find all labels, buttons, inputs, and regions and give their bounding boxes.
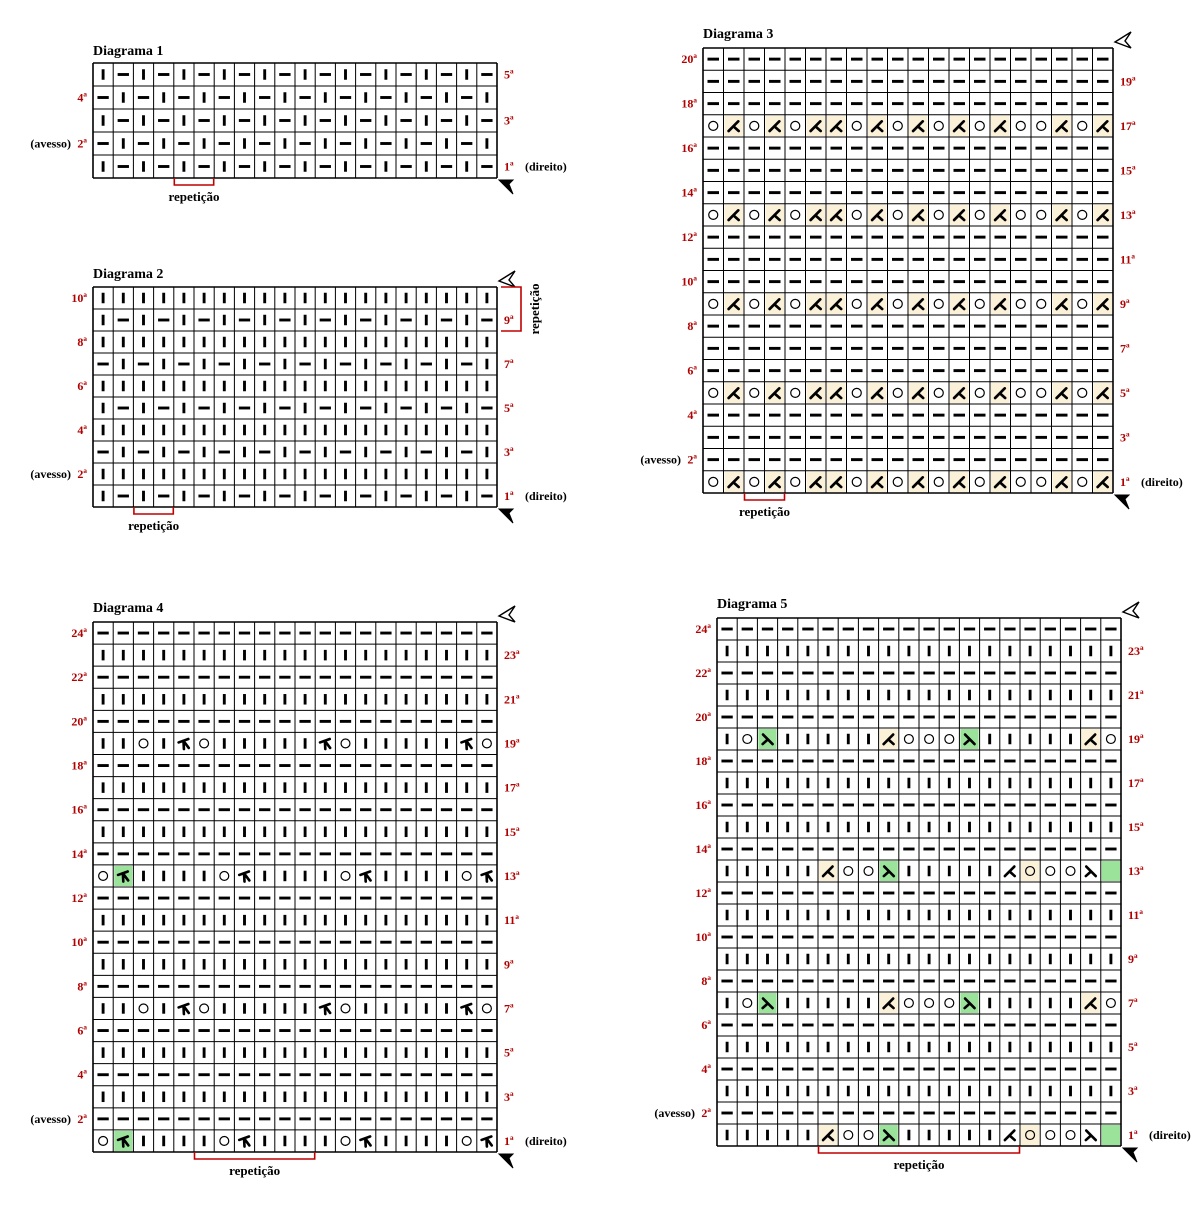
yarn-over-icon: [945, 735, 954, 744]
yarn-over-icon: [743, 735, 752, 744]
yarn-over-icon: [1016, 299, 1025, 308]
row-number-label: 9ª: [1128, 952, 1138, 966]
yarn-over-icon: [220, 872, 229, 881]
diagram-3: [640, 27, 1182, 519]
yarn-over-icon: [462, 1137, 471, 1146]
repeat-bracket: [745, 493, 785, 500]
yarn-over-icon: [852, 388, 861, 397]
row-number-label: 1ª: [504, 1133, 514, 1148]
yarn-over-icon: [864, 1131, 873, 1140]
row-number-label: 18ª: [695, 754, 711, 768]
yarn-over-icon: [200, 739, 209, 748]
yarn-over-icon: [1037, 477, 1046, 486]
yarn-over-icon: [852, 210, 861, 219]
repeat-label: repetição: [893, 1157, 945, 1172]
row-number-label: 18ª: [681, 96, 697, 111]
row-number-label: 16ª: [681, 141, 697, 156]
row-number-label: 15ª: [1120, 163, 1136, 178]
row-number-label: 16ª: [71, 802, 87, 817]
yarn-over-icon: [1037, 210, 1046, 219]
row-number-label: 1ª: [504, 159, 514, 174]
diagram-title: Diagrama 5: [717, 597, 788, 612]
row-number-label: 15ª: [504, 824, 520, 839]
row-number-label: 7ª: [504, 1001, 514, 1016]
yarn-over-icon: [864, 867, 873, 876]
row-number-label: 4ª: [701, 1062, 711, 1076]
yarn-over-icon: [975, 210, 984, 219]
right-side-note: (direito): [525, 159, 567, 174]
yarn-over-icon: [1016, 388, 1025, 397]
row-number-label: 11ª: [504, 913, 519, 928]
yarn-over-icon: [750, 299, 759, 308]
yarn-over-icon: [99, 1137, 108, 1146]
yarn-over-icon: [893, 299, 902, 308]
yarn-over-icon: [1046, 867, 1055, 876]
yarn-over-icon: [1106, 999, 1115, 1008]
start-arrow-icon: [499, 1154, 513, 1168]
row-number-label: 10ª: [681, 274, 697, 289]
right-side-note: (direito): [1141, 474, 1183, 489]
row-number-label: 20ª: [695, 710, 711, 724]
yarn-over-icon: [975, 388, 984, 397]
k2tog-symbol-icon: [1005, 1131, 1015, 1140]
row-number-label: 17ª: [504, 780, 520, 795]
diagram-title: Diagrama 3: [703, 27, 774, 42]
right-side-note: (direito): [525, 489, 567, 503]
end-arrow-icon: [499, 606, 515, 622]
yarn-over-icon: [200, 1004, 209, 1013]
row-number-label: 19ª: [504, 736, 520, 751]
yarn-over-icon: [750, 477, 759, 486]
yarn-over-icon: [1037, 121, 1046, 130]
yarn-over-icon: [482, 1004, 491, 1013]
start-arrow-icon: [499, 180, 513, 194]
diagram-5: [654, 597, 1190, 1172]
end-arrow-icon: [499, 271, 515, 287]
row-number-label: 4ª: [77, 423, 87, 437]
yarn-over-icon: [1066, 1131, 1075, 1140]
row-number-label: 9ª: [1120, 296, 1130, 311]
yarn-over-icon: [341, 1137, 350, 1146]
row-number-label: 14ª: [681, 185, 697, 200]
yarn-over-icon: [341, 872, 350, 881]
row-number-label: 6ª: [77, 1023, 87, 1038]
row-number-label: 17ª: [1120, 118, 1136, 133]
k2tog-symbol-icon: [1005, 867, 1015, 876]
yarn-over-icon: [791, 388, 800, 397]
yarn-over-icon: [925, 735, 934, 744]
yarn-over-icon: [791, 299, 800, 308]
row-number-label: 13ª: [504, 868, 520, 883]
yarn-over-icon: [934, 121, 943, 130]
row-number-label: 8ª: [77, 335, 87, 349]
yarn-over-icon: [1037, 299, 1046, 308]
right-side-note: (direito): [525, 1133, 567, 1148]
repeat-bracket: [134, 507, 173, 514]
row-number-label: 4ª: [77, 90, 87, 105]
row-number-label: 8ª: [77, 979, 87, 994]
yarn-over-icon: [1078, 477, 1087, 486]
highlight-cell: [1021, 861, 1039, 881]
row-number-label: 23ª: [1128, 644, 1144, 658]
row-number-label: 9ª: [504, 957, 514, 972]
row-number-label: 4ª: [77, 1067, 87, 1082]
row-number-label: 1ª: [504, 489, 514, 503]
row-number-label: 21ª: [1128, 688, 1144, 702]
row-number-label: 6ª: [77, 379, 87, 393]
row-number-label: 18ª: [71, 758, 87, 773]
double-decrease-icon: [320, 1004, 330, 1014]
yarn-over-icon: [462, 872, 471, 881]
repeat-label: repetição: [128, 518, 180, 533]
row-number-label: 5ª: [504, 401, 514, 415]
yarn-over-icon: [482, 739, 491, 748]
diagram-title: Diagrama 4: [93, 601, 164, 616]
yarn-over-icon: [750, 210, 759, 219]
yarn-over-icon: [945, 999, 954, 1008]
yarn-over-icon: [1016, 210, 1025, 219]
yarn-over-icon: [893, 477, 902, 486]
row-number-label: 24ª: [71, 626, 87, 641]
yarn-over-icon: [893, 388, 902, 397]
row-number-label: 14ª: [695, 842, 711, 856]
yarn-over-icon: [139, 739, 148, 748]
row-number-label: 22ª: [71, 670, 87, 685]
start-arrow-icon: [1123, 1148, 1137, 1162]
row-number-label: 2ª: [77, 467, 87, 481]
double-decrease-icon: [360, 1137, 370, 1147]
row-number-label: 2ª: [687, 452, 697, 467]
row-number-label: 13ª: [1128, 864, 1144, 878]
row-number-label: 12ª: [681, 230, 697, 245]
start-arrow-icon: [1115, 495, 1129, 509]
row-number-label: 22ª: [695, 666, 711, 680]
row-number-label: 3ª: [1128, 1084, 1138, 1098]
yarn-over-icon: [934, 477, 943, 486]
double-decrease-icon: [461, 739, 471, 749]
diagram-4: [30, 601, 566, 1178]
row-number-label: 5ª: [504, 67, 514, 82]
double-decrease-icon: [482, 872, 492, 882]
repeat-label: repetição: [738, 504, 791, 519]
row-number-label: 19ª: [1120, 74, 1136, 89]
yarn-over-icon: [743, 999, 752, 1008]
yarn-over-icon: [709, 388, 718, 397]
row-number-label: 14ª: [71, 846, 87, 861]
yarn-over-icon: [709, 477, 718, 486]
row-number-label: 8ª: [701, 974, 711, 988]
row-number-label: 1ª: [1120, 474, 1130, 489]
yarn-over-icon: [893, 121, 902, 130]
end-arrow-icon: [1123, 602, 1139, 618]
yarn-over-icon: [852, 477, 861, 486]
ssk-symbol-icon: [1086, 867, 1096, 876]
yarn-over-icon: [709, 210, 718, 219]
yarn-over-icon: [975, 299, 984, 308]
row-number-label: 9ª: [504, 313, 514, 327]
highlight-cell: [1021, 1125, 1039, 1145]
wrong-side-note: (avesso): [30, 1111, 71, 1126]
double-decrease-icon: [360, 872, 370, 882]
row-number-label: 11ª: [1120, 252, 1135, 267]
row-number-label: 20ª: [681, 52, 697, 67]
row-number-label: 15ª: [1128, 820, 1144, 834]
double-decrease-icon: [179, 1004, 189, 1014]
yarn-over-icon: [1016, 121, 1025, 130]
double-decrease-icon: [239, 1137, 249, 1147]
diagram-2: [30, 267, 566, 533]
row-number-label: 7ª: [1128, 996, 1138, 1010]
yarn-over-icon: [1106, 735, 1115, 744]
row-number-label: 12ª: [695, 886, 711, 900]
row-number-label: 11ª: [1128, 908, 1143, 922]
row-number-label: 6ª: [687, 363, 697, 378]
row-number-label: 3ª: [504, 445, 514, 459]
double-decrease-icon: [239, 872, 249, 882]
row-number-label: 5ª: [504, 1045, 514, 1060]
row-number-label: 10ª: [71, 291, 87, 305]
diagram-title: Diagrama 1: [93, 44, 164, 59]
row-number-label: 5ª: [1120, 385, 1130, 400]
row-number-label: 2ª: [701, 1106, 711, 1120]
yarn-over-icon: [975, 121, 984, 130]
row-number-label: 2ª: [77, 1111, 87, 1126]
row-number-label: 3ª: [504, 113, 514, 128]
right-side-note: (direito): [1149, 1128, 1191, 1142]
yarn-over-icon: [1066, 867, 1075, 876]
yarn-over-icon: [975, 477, 984, 486]
wrong-side-note: (avesso): [640, 452, 681, 467]
yarn-over-icon: [934, 388, 943, 397]
yarn-over-icon: [925, 999, 934, 1008]
row-number-label: 7ª: [504, 357, 514, 371]
yarn-over-icon: [934, 299, 943, 308]
highlight-cell: [1102, 861, 1120, 881]
end-arrow-icon: [1115, 32, 1131, 48]
yarn-over-icon: [934, 210, 943, 219]
diagram-1: [30, 44, 566, 204]
yarn-over-icon: [99, 872, 108, 881]
yarn-over-icon: [750, 388, 759, 397]
row-number-label: 24ª: [695, 622, 711, 636]
repeat-bracket: [195, 1152, 315, 1159]
vertical-repeat-label: repetição: [527, 283, 542, 335]
row-number-label: 5ª: [1128, 1040, 1138, 1054]
yarn-over-icon: [220, 1137, 229, 1146]
repeat-label: repetição: [229, 1163, 281, 1178]
yarn-over-icon: [791, 210, 800, 219]
yarn-over-icon: [1037, 388, 1046, 397]
yarn-over-icon: [709, 299, 718, 308]
double-decrease-icon: [482, 1137, 492, 1147]
row-number-label: 10ª: [695, 930, 711, 944]
yarn-over-icon: [852, 299, 861, 308]
row-number-label: 16ª: [695, 798, 711, 812]
row-number-label: 2ª: [77, 136, 87, 151]
yarn-over-icon: [791, 121, 800, 130]
row-number-label: 19ª: [1128, 732, 1144, 746]
row-number-label: 3ª: [1120, 430, 1130, 445]
wrong-side-note: (avesso): [30, 467, 71, 481]
diagram-title: Diagrama 2: [93, 267, 164, 282]
yarn-over-icon: [709, 121, 718, 130]
repeat-bracket: [819, 1146, 1020, 1153]
yarn-over-icon: [139, 1004, 148, 1013]
row-number-label: 3ª: [504, 1089, 514, 1104]
row-number-label: 17ª: [1128, 776, 1144, 790]
yarn-over-icon: [904, 999, 913, 1008]
repeat-label: repetição: [168, 189, 220, 204]
double-decrease-icon: [179, 739, 189, 749]
yarn-over-icon: [893, 210, 902, 219]
yarn-over-icon: [750, 121, 759, 130]
yarn-over-icon: [341, 1004, 350, 1013]
row-number-label: 13ª: [1120, 207, 1136, 222]
yarn-over-icon: [1078, 210, 1087, 219]
row-number-label: 4ª: [687, 408, 697, 423]
yarn-over-icon: [844, 1131, 853, 1140]
wrong-side-note: (avesso): [654, 1106, 695, 1120]
row-number-label: 7ª: [1120, 341, 1130, 356]
row-number-label: 1ª: [1128, 1128, 1138, 1142]
yarn-over-icon: [904, 735, 913, 744]
yarn-over-icon: [1046, 1131, 1055, 1140]
double-decrease-icon: [320, 739, 330, 749]
row-number-label: 21ª: [504, 692, 520, 707]
yarn-over-icon: [1078, 388, 1087, 397]
ssk-symbol-icon: [1086, 1131, 1096, 1140]
yarn-over-icon: [844, 867, 853, 876]
yarn-over-icon: [852, 121, 861, 130]
row-number-label: 23ª: [504, 648, 520, 663]
start-arrow-icon: [499, 509, 513, 523]
row-number-label: 6ª: [701, 1018, 711, 1032]
row-number-label: 8ª: [687, 319, 697, 334]
row-number-label: 20ª: [71, 714, 87, 729]
yarn-over-icon: [791, 477, 800, 486]
yarn-over-icon: [1016, 477, 1025, 486]
row-number-label: 12ª: [71, 891, 87, 906]
highlight-cell: [1102, 1125, 1120, 1145]
row-number-label: 10ª: [71, 935, 87, 950]
yarn-over-icon: [1078, 121, 1087, 130]
wrong-side-note: (avesso): [30, 136, 71, 151]
yarn-over-icon: [1078, 299, 1087, 308]
repeat-bracket: [174, 178, 213, 185]
yarn-over-icon: [341, 739, 350, 748]
double-decrease-icon: [461, 1004, 471, 1014]
